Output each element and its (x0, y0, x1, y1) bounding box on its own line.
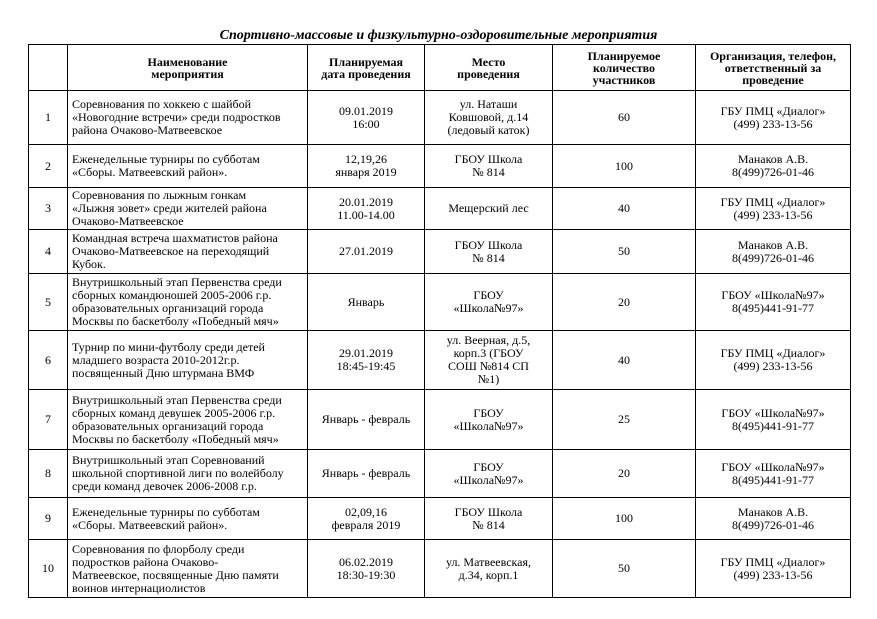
cell-venue (425, 274, 553, 331)
event-name-text: Еженедельные турниры по субботам «Сборы. Матвеевский район». (72, 504, 260, 532)
organizer-text: ГБУ ПМЦ «Диалог» (499) 233-13-56 (720, 194, 826, 222)
row-number-text: 7 (45, 412, 51, 426)
event-name-text: Турнир по мини-футболу среди детей младшего возраста 2010-2012г.р. посвященный Дню штурмана ВМФ (72, 339, 265, 380)
header-event-name: Наименование мероприятия (68, 45, 308, 91)
cell-organizer (696, 540, 851, 598)
venue-text: ул. Матвеевская, д.34, корп.1 (445, 554, 532, 582)
participants-count-text: 25 (618, 412, 630, 426)
cell-row-number (29, 450, 68, 498)
header-number (29, 45, 68, 91)
table-row (29, 91, 851, 145)
cell-planned-date (308, 540, 425, 598)
cell-event-name (68, 188, 308, 230)
cell-participants-count (553, 390, 696, 450)
cell-participants-count (553, 498, 696, 540)
cell-event-name (68, 450, 308, 498)
venue-text: ГБОУ «Школа№97» (453, 459, 524, 487)
planned-date-text: 09.01.2019 16:00 (339, 103, 393, 131)
organizer-text: ГБОУ «Школа№97» 8(495)441-91-77 (721, 405, 825, 433)
organizer-text: ГБОУ «Школа№97» 8(495)441-91-77 (721, 459, 825, 487)
cell-planned-date (308, 390, 425, 450)
participants-count-text: 60 (618, 110, 630, 124)
cell-row-number (29, 91, 68, 145)
cell-organizer (696, 450, 851, 498)
header-venue: Место проведения (425, 45, 553, 91)
cell-organizer (696, 188, 851, 230)
cell-venue (425, 145, 553, 188)
cell-planned-date (308, 188, 425, 230)
cell-row-number (29, 274, 68, 331)
table-row (29, 498, 851, 540)
participants-count-text: 100 (615, 158, 633, 173)
header-participants: Планируемое количество участников (553, 45, 696, 91)
event-name-text: Соревнования по лыжным гонкам «Лыжня зовет» среди жителей района Очаково-Матвеевское (72, 188, 267, 228)
participants-count-text: 50 (618, 561, 630, 575)
planned-date-text: 20.01.2019 11.00-14.00 (337, 194, 395, 222)
event-name-text: Внутришкольный этап Соревнований школьной спортивной лиги по волейболу среди команд девочек 2006-2008 г.р. (72, 453, 284, 493)
event-name-text: Еженедельные турниры по субботам «Сборы. Матвеевский район». (72, 152, 260, 179)
cell-planned-date (308, 498, 425, 540)
planned-date-text: 06.02.2019 18:30-19:30 (336, 554, 396, 582)
table-row (29, 230, 851, 274)
table-row (29, 390, 851, 450)
cell-event-name (68, 91, 308, 145)
venue-text: ГБОУ «Школа№97» (453, 405, 524, 433)
event-name-text: Соревнования по флорболу среди подростков района Очаково- Матвеевское, посвященные Дню памяти воинов интернациолистов (72, 541, 279, 595)
cell-row-number (29, 188, 68, 230)
cell-event-name (68, 145, 308, 188)
row-number-text: 5 (45, 294, 51, 309)
cell-venue (425, 498, 553, 540)
cell-organizer (696, 230, 851, 274)
organizer-text: ГБОУ «Школа№97» 8(495)441-91-77 (721, 288, 825, 315)
planned-date-text: Январь (347, 294, 385, 309)
table-row (29, 450, 851, 498)
cell-participants-count (553, 188, 696, 230)
venue-text: ул. Наташи Ковшовой, д.14 (ледовый каток) (447, 97, 530, 137)
participants-count-text: 20 (618, 294, 630, 309)
participants-count-text: 40 (618, 201, 630, 215)
row-number-text: 8 (45, 466, 51, 480)
cell-planned-date (308, 145, 425, 188)
planned-date-text: Январь - февраль (321, 412, 411, 426)
cell-organizer (696, 331, 851, 390)
cell-participants-count (553, 331, 696, 390)
row-number-text: 6 (45, 352, 51, 367)
cell-participants-count (553, 145, 696, 188)
organizer-text: ГБУ ПМЦ «Диалог» (499) 233-13-56 (720, 346, 826, 373)
cell-venue (425, 390, 553, 450)
cell-planned-date (308, 230, 425, 274)
cell-event-name (68, 390, 308, 450)
cell-row-number (29, 498, 68, 540)
event-name-text: Внутришкольный этап Первенства среди сборных команд девушек 2005-2006 г.р. образовательных организаций города Москвы по баскетболу «Победный мяч» (72, 392, 282, 446)
cell-participants-count (553, 540, 696, 598)
venue-text: ГБОУ «Школа№97» (453, 288, 524, 315)
cell-participants-count (553, 230, 696, 274)
table-row (29, 145, 851, 188)
planned-date-text: 02,09,16 февраля 2019 (331, 504, 401, 532)
cell-event-name (68, 230, 308, 274)
cell-venue (425, 331, 553, 390)
participants-count-text: 40 (618, 352, 630, 367)
table-row (29, 331, 851, 390)
organizer-text: Манаков А.В. 8(499)726-01-46 (732, 237, 814, 265)
cell-organizer (696, 91, 851, 145)
page-title: Спортивно-массовые и физкультурно-оздоровительные мероприятия (219, 28, 658, 43)
cell-participants-count (553, 274, 696, 331)
cell-row-number (29, 230, 68, 274)
cell-participants-count (553, 91, 696, 145)
cell-organizer (696, 390, 851, 450)
organizer-text: ГБУ ПМЦ «Диалог» (499) 233-13-56 (720, 554, 826, 582)
events-table (28, 44, 851, 598)
planned-date-text: Январь - февраль (321, 466, 411, 480)
cell-row-number (29, 390, 68, 450)
cell-organizer (696, 498, 851, 540)
cell-planned-date (308, 450, 425, 498)
event-name-text: Внутришкольный этап Первенства среди сборных командюношей 2005-2006 г.р. образовательных организаций города Москвы по баскетболу «Победный мяч» (72, 275, 282, 328)
organizer-text: ГБУ ПМЦ «Диалог» (499) 233-13-56 (720, 103, 826, 131)
cell-row-number (29, 145, 68, 188)
table-row (29, 274, 851, 331)
cell-venue (425, 450, 553, 498)
cell-event-name (68, 540, 308, 598)
cell-venue (425, 230, 553, 274)
planned-date-text: 29.01.2019 18:45-19:45 (336, 346, 396, 373)
cell-planned-date (308, 274, 425, 331)
row-number-text: 10 (42, 561, 54, 575)
cell-venue (425, 91, 553, 145)
table-row (29, 188, 851, 230)
cell-planned-date (308, 331, 425, 390)
cell-row-number (29, 331, 68, 390)
cell-event-name (68, 331, 308, 390)
venue-text: ул. Веерная, д.5, корп.3 (ГБОУ СОШ №814 СП №1) (446, 333, 531, 386)
planned-date-text: 27.01.2019 (339, 244, 393, 258)
cell-row-number (29, 540, 68, 598)
venue-text: Мещерский лес (448, 201, 529, 215)
planned-date-text: 12,19,26 января 2019 (335, 152, 397, 179)
venue-text: ГБОУ Школа № 814 (454, 152, 523, 179)
participants-count-text: 50 (618, 244, 630, 258)
table-row (29, 540, 851, 598)
table-header-row (29, 45, 851, 91)
row-number-text: 2 (45, 158, 51, 173)
cell-planned-date (308, 91, 425, 145)
row-number-text: 3 (45, 201, 51, 215)
participants-count-text: 100 (615, 511, 633, 525)
cell-participants-count (553, 450, 696, 498)
cell-event-name (68, 274, 308, 331)
organizer-text: Манаков А.В. 8(499)726-01-46 (732, 152, 814, 179)
header-planned-date: Планируемая дата проведения (308, 45, 425, 91)
header-organizer: Организация, телефон, ответственный за проведение (696, 45, 851, 91)
row-number-text: 1 (45, 110, 51, 124)
participants-count-text: 20 (618, 466, 630, 480)
event-name-text: Командная встреча шахматистов района Очаково-Матвеевское на переходящий Кубок. (72, 231, 278, 271)
cell-organizer (696, 145, 851, 188)
event-name-text: Соревнования по хоккею с шайбой «Новогодние встречи» среди подростков района Очаково-Матвеевское (72, 97, 281, 137)
venue-text: ГБОУ Школа № 814 (454, 504, 523, 532)
cell-organizer (696, 274, 851, 331)
cell-event-name (68, 498, 308, 540)
row-number-text: 4 (45, 244, 51, 258)
cell-venue (425, 188, 553, 230)
venue-text: ГБОУ Школа № 814 (454, 237, 523, 265)
cell-venue (425, 540, 553, 598)
organizer-text: Манаков А.В. 8(499)726-01-46 (732, 504, 814, 532)
row-number-text: 9 (45, 511, 51, 525)
